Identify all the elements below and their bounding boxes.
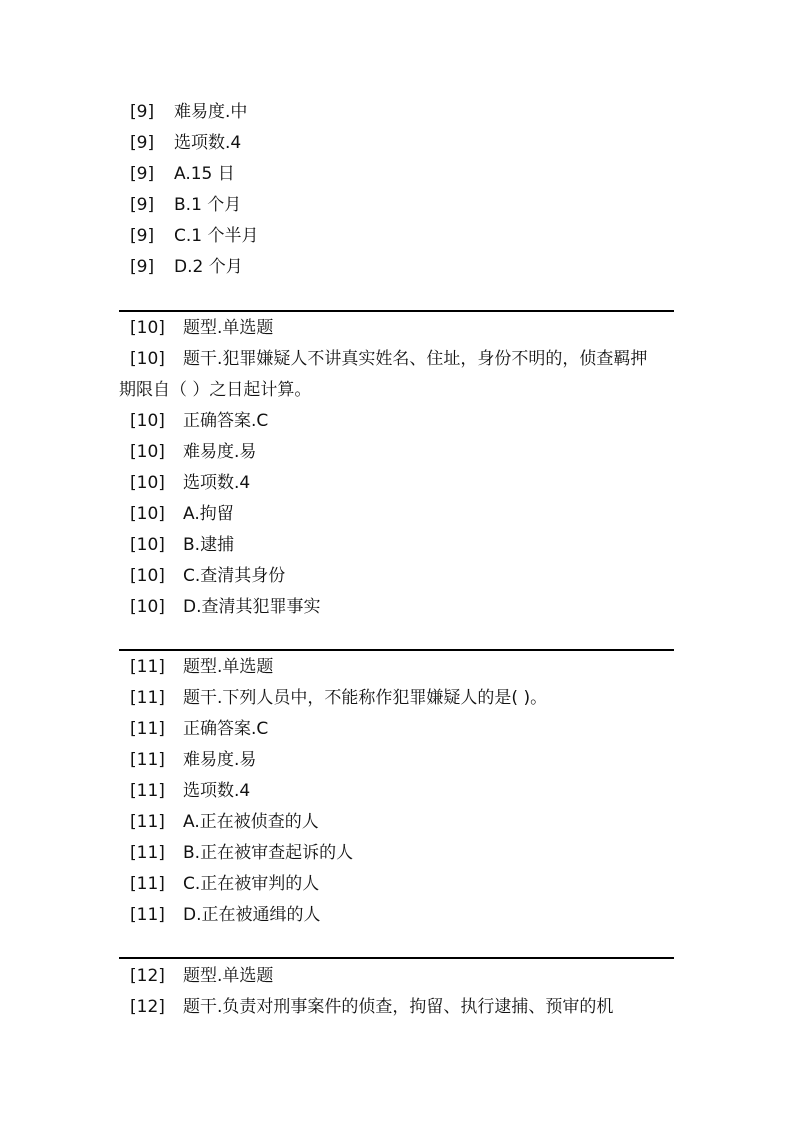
q9-option-count xyxy=(119,128,674,159)
question-12-block xyxy=(119,961,674,1023)
q11-option-d-text: D.正在被通缉的人 xyxy=(183,905,321,925)
q10-option-a xyxy=(119,499,674,530)
q11-tag: [11] xyxy=(130,657,165,677)
q9-tag: [9] xyxy=(130,257,155,277)
question-divider xyxy=(119,649,674,651)
q10-tag: [10] xyxy=(130,349,165,369)
q10-difficulty xyxy=(119,437,674,468)
q11-tag: [11] xyxy=(130,688,165,708)
q11-tag: [11] xyxy=(130,874,165,894)
q10-option-c xyxy=(119,561,674,592)
q10-type xyxy=(119,313,674,344)
q12-tag: [12] xyxy=(130,966,165,986)
q10-option-c-text: C.查清其身份 xyxy=(183,566,286,586)
q9-difficulty-text: 难易度.中 xyxy=(174,102,248,122)
q9-option-d xyxy=(119,252,674,283)
q9-option-a xyxy=(119,159,674,190)
q12-type-text: 题型.单选题 xyxy=(183,966,274,986)
q11-tag: [11] xyxy=(130,781,165,801)
q9-tag: [9] xyxy=(130,133,155,153)
q11-difficulty xyxy=(119,745,674,776)
q12-stem xyxy=(119,992,674,1023)
q11-tag: [11] xyxy=(130,719,165,739)
q11-tag: [11] xyxy=(130,843,165,863)
q11-tag: [11] xyxy=(130,905,165,925)
question-9-block xyxy=(119,97,674,283)
q9-option-c xyxy=(119,221,674,252)
q10-tag: [10] xyxy=(130,318,165,338)
q10-option-a-text: A.拘留 xyxy=(183,504,234,524)
q10-option-b-text: B.逮捕 xyxy=(183,535,235,555)
q12-stem-text: 题干.负责对刑事案件的侦查，拘留、执行逮捕、预审的机 xyxy=(183,997,614,1017)
q11-option-b-text: B.正在被审查起诉的人 xyxy=(183,843,354,863)
q12-tag: [12] xyxy=(130,997,165,1017)
q10-tag: [10] xyxy=(130,473,165,493)
q11-stem-text: 题干.下列人员中，不能称作犯罪嫌疑人的是( )。 xyxy=(183,688,548,708)
q10-tag: [10] xyxy=(130,411,165,431)
q10-option-count-text: 选项数.4 xyxy=(183,473,251,493)
q11-tag: [11] xyxy=(130,750,165,770)
q10-option-count xyxy=(119,468,674,499)
q9-difficulty xyxy=(119,97,674,128)
q11-answer-text: 正确答案.C xyxy=(183,719,269,739)
q9-option-c-text: C.1 个半月 xyxy=(174,226,259,246)
q11-stem xyxy=(119,683,674,714)
q11-type xyxy=(119,652,674,683)
q11-difficulty-text: 难易度.易 xyxy=(183,750,257,770)
q10-difficulty-text: 难易度.易 xyxy=(183,442,257,462)
q9-tag: [9] xyxy=(130,102,155,122)
q10-tag: [10] xyxy=(130,504,165,524)
q9-tag: [9] xyxy=(130,195,155,215)
q11-option-a xyxy=(119,807,674,838)
q9-option-d-text: D.2 个月 xyxy=(174,257,243,277)
q11-answer xyxy=(119,714,674,745)
q10-tag: [10] xyxy=(130,597,165,617)
q11-tag: [11] xyxy=(130,812,165,832)
q10-option-d xyxy=(119,592,674,623)
q9-tag: [9] xyxy=(130,226,155,246)
q10-tag: [10] xyxy=(130,535,165,555)
q10-answer xyxy=(119,406,674,437)
q11-type-text: 题型.单选题 xyxy=(183,657,274,677)
q11-option-count-text: 选项数.4 xyxy=(183,781,251,801)
q10-stem xyxy=(119,344,674,406)
q12-type xyxy=(119,961,674,992)
q10-option-d-text: D.查清其犯罪事实 xyxy=(183,597,321,617)
q11-option-a-text: A.正在被侦查的人 xyxy=(183,812,319,832)
q11-option-c-text: C.正在被审判的人 xyxy=(183,874,320,894)
question-11-block xyxy=(119,652,674,931)
q10-stem-text: 题干.犯罪嫌疑人不讲真实姓名、住址，身份不明的，侦查羁押期限自（ ）之日起计算。 xyxy=(119,349,648,400)
q10-tag: [10] xyxy=(130,442,165,462)
q10-tag: [10] xyxy=(130,566,165,586)
q10-type-text: 题型.单选题 xyxy=(183,318,274,338)
q9-tag: [9] xyxy=(130,164,155,184)
q11-option-b xyxy=(119,838,674,869)
question-divider xyxy=(119,957,674,959)
q10-answer-text: 正确答案.C xyxy=(183,411,269,431)
question-divider xyxy=(119,310,674,312)
q11-option-c xyxy=(119,869,674,900)
q9-option-a-text: A.15 日 xyxy=(174,164,235,184)
q9-option-count-text: 选项数.4 xyxy=(174,133,242,153)
q9-option-b-text: B.1 个月 xyxy=(174,195,242,215)
q9-option-b xyxy=(119,190,674,221)
q11-option-d xyxy=(119,900,674,931)
question-10-block xyxy=(119,313,674,623)
q10-option-b xyxy=(119,530,674,561)
q11-option-count xyxy=(119,776,674,807)
